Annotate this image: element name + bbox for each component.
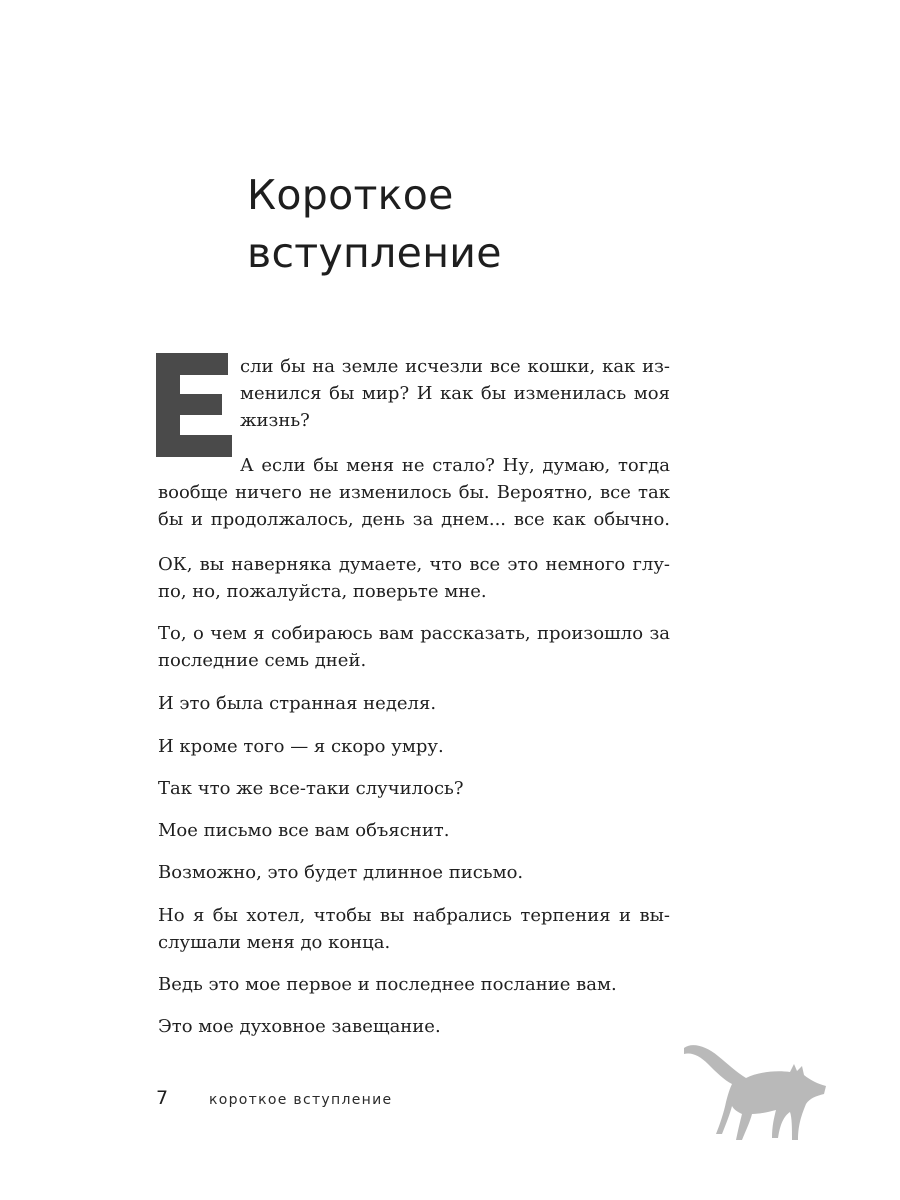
paragraph-12: Это мое духовное завещание. bbox=[158, 1016, 441, 1037]
paragraph-line: сли бы на земле исчезли все кошки, как из- bbox=[240, 356, 670, 377]
cat-silhouette-icon bbox=[680, 1040, 830, 1150]
paragraph-line: вообще ничего не изменилось бы. Вероятно, все так bbox=[158, 482, 670, 503]
paragraph-line: А если бы меня не стало? Ну, думаю, тогда bbox=[240, 455, 670, 476]
chapter-title bbox=[247, 166, 502, 282]
paragraph-6: И кроме того — я скоро умру. bbox=[158, 736, 444, 757]
paragraph-11: Ведь это мое первое и последнее послание вам. bbox=[158, 974, 617, 995]
chapter-title-line-2: вступление bbox=[247, 229, 502, 277]
paragraph-line: жизнь? bbox=[240, 410, 310, 431]
paragraph-line: ОК, вы наверняка думаете, что все это немного глу- bbox=[158, 554, 670, 575]
paragraph-line: То, о чем я собираюсь вам рассказать, произошло за bbox=[158, 623, 670, 644]
paragraph-line: менился бы мир? И как бы изменилась моя bbox=[240, 383, 670, 404]
paragraph-line: по, но, пожалуйста, поверьте мне. bbox=[158, 581, 487, 602]
paragraph-5: И это была странная неделя. bbox=[158, 693, 437, 714]
paragraph-line: слушали меня до конца. bbox=[158, 932, 391, 953]
paragraph-2 bbox=[158, 452, 670, 533]
paragraph-4 bbox=[158, 620, 670, 674]
paragraph-9: Возможно, это будет длинное письмо. bbox=[158, 862, 524, 883]
paragraph-line: последние семь дней. bbox=[158, 650, 367, 671]
paragraph-line: Но я бы хотел, чтобы вы набрались терпения и вы- bbox=[158, 905, 670, 926]
paragraph-7: Так что же все-таки случилось? bbox=[158, 778, 464, 799]
running-title: короткое вступление bbox=[209, 1092, 393, 1108]
paragraph-1 bbox=[240, 353, 670, 434]
page-number: 7 bbox=[156, 1087, 169, 1109]
paragraph-3 bbox=[158, 551, 670, 605]
paragraph-8: Мое письмо все вам объяснит. bbox=[158, 820, 450, 841]
paragraph-10 bbox=[158, 902, 670, 956]
drop-cap bbox=[156, 353, 232, 457]
paragraph-line: бы и продолжалось, день за днем... все как обычно. bbox=[158, 509, 670, 530]
chapter-title-line-1: Короткое bbox=[247, 171, 454, 219]
